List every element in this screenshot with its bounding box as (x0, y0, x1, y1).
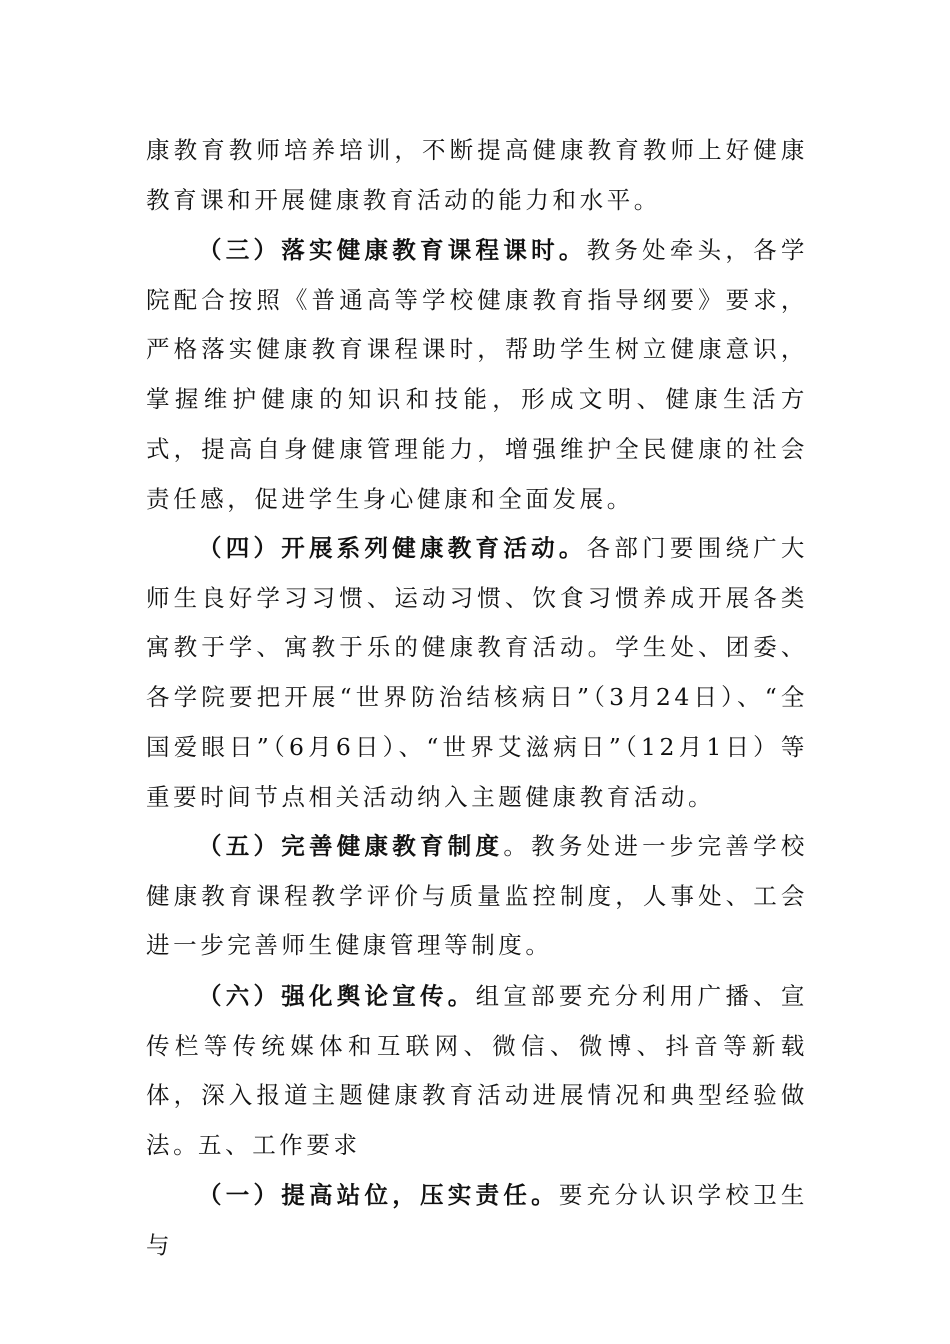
paragraph-section-3 (146, 226, 808, 524)
heading-work-requirements (198, 1121, 361, 1171)
section-4-lead: （四）开展系列健康教育活动。 (198, 534, 587, 562)
requirement-1-text: 要充分认识学校卫生与 (146, 1181, 808, 1259)
paragraph-text: 康教育教师培养培训，不断提高健康教育教师上好健康教育课和开展健康教育活动的能力和水平。 (146, 136, 808, 214)
section-3-text: 教务处牵头，各学院配合按照《普通高等学校健康教育指导纲要》要求，严格落实健康教育课程课时，帮助学生树立健康意识，掌握维护健康的知识和技能，形成文明、健康生活方式，提高自身健康管理能力，增强维护全民健康的社会责任感，促进学生身心健康和全面发展。 (146, 236, 808, 513)
paragraph-section-5 (146, 822, 808, 971)
paragraph-continuation (146, 126, 808, 225)
section-4-text: 各部门要围绕广大师生良好学习习惯、运动习惯、饮食习惯养成开展各类寓教于学、寓教于乐的健康教育活动。学生处、团委、各学院要把开展“世界防治结核病日”（3月24日）、“全国爱眼日”（6月6日）、“世界艾滋病日”（12月1日）等重要时间节点相关活动纳入主题健康教育活动。 (146, 534, 808, 811)
heading-text: 五、工作要求 (198, 1131, 361, 1159)
section-6-lead: （六）强化舆论宣传。 (198, 982, 476, 1010)
section-6-text: 组宣部要充分利用广播、宣传栏等传统媒体和互联网、微信、微博、抖音等新载体，深入报道主题健康教育活动进展情况和典型经验做法。 (146, 982, 809, 1160)
section-5-lead: （五）完善健康教育制度 (198, 832, 504, 860)
paragraph-section-4 (146, 524, 808, 822)
section-5-text: 。教务处进一步完善学校健康教育课程教学评价与质量监控制度，人事处、工会进一步完善师生健康管理等制度。 (146, 832, 808, 960)
section-3-lead: （三）落实健康教育课程课时。 (198, 236, 587, 264)
paragraph-requirement-1 (146, 1171, 808, 1270)
requirement-1-lead: （一）提高站位，压实责任。 (198, 1181, 559, 1209)
